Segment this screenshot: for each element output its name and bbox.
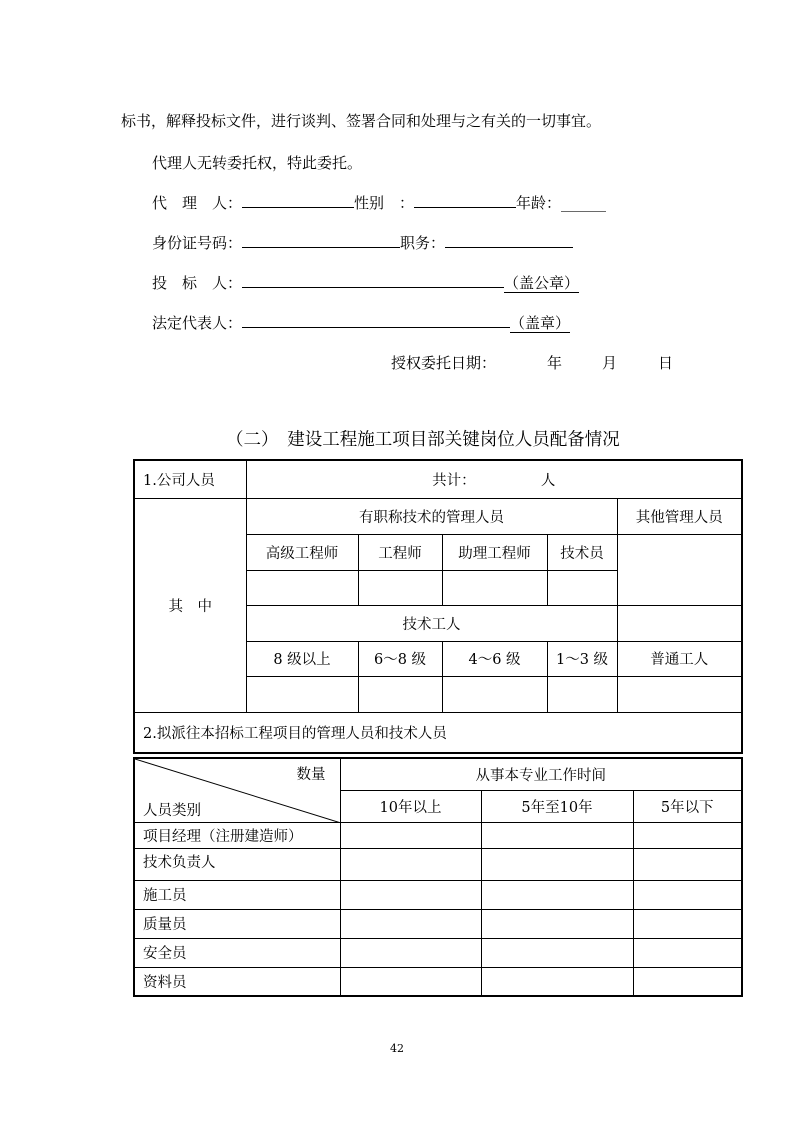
col-under-5: 5年以下 [633, 790, 742, 822]
row-construction-worker: 施工员 [134, 880, 340, 909]
id-row [152, 232, 573, 253]
assistant-engineer-value[interactable] [442, 570, 547, 605]
cell[interactable] [633, 880, 742, 909]
page-number: 42 [390, 1042, 404, 1055]
cell[interactable] [340, 822, 481, 848]
agent-label: 代 理 人： [152, 194, 243, 212]
legal-rep-blank[interactable] [242, 312, 510, 328]
col-5-to-10: 5年至10年 [481, 790, 633, 822]
cell[interactable] [340, 880, 481, 909]
cell[interactable] [481, 848, 633, 880]
other-mgmt-header: 其他管理人员 [617, 498, 742, 534]
id-label: 身份证号码： [152, 234, 243, 252]
ordinary-workers-value[interactable] [617, 676, 742, 712]
row-quality-inspector: 质量员 [134, 909, 340, 938]
title-senior-engineer: 高级工程师 [246, 534, 358, 570]
section-title: （二） 建设工程施工项目部关键岗位人员配备情况 [226, 430, 620, 450]
row-project-manager: 项目经理（注册建造师） [134, 822, 340, 848]
paragraph-2: 代理人无转委托权，特此委托。 [152, 154, 363, 172]
legal-rep-label: 法定代表人： [152, 314, 243, 332]
year-label: 年 [547, 354, 563, 372]
diagonal-header-cell [134, 758, 340, 822]
assigned-staff-header: 2.拟派往本招标工程项目的管理人员和技术人员 [134, 712, 742, 753]
grade-4-6-value[interactable] [442, 676, 547, 712]
bidder-label: 投 标 人： [152, 274, 243, 292]
cell[interactable] [633, 938, 742, 967]
other-mgmt-value[interactable] [617, 534, 742, 605]
bidder-blank[interactable] [242, 272, 504, 288]
agent-blank[interactable] [242, 192, 354, 208]
title-engineer: 工程师 [358, 534, 442, 570]
bidder-seal: （盖公章） [504, 274, 580, 292]
grade-1-3-value[interactable] [547, 676, 617, 712]
cell[interactable] [481, 909, 633, 938]
cell[interactable] [481, 822, 633, 848]
row-tech-lead: 技术负责人 [134, 848, 340, 880]
cell[interactable] [633, 822, 742, 848]
cell[interactable] [340, 848, 481, 880]
total-label: 共计： 人 [246, 460, 742, 498]
company-staff-table [133, 459, 743, 754]
grade-6-8-value[interactable] [358, 676, 442, 712]
category-label: 人员类别 [143, 802, 201, 819]
grade-8-above-value[interactable] [246, 676, 358, 712]
titled-mgmt-header: 有职称技术的管理人员 [246, 498, 617, 534]
position-blank[interactable] [445, 232, 573, 248]
month-label: 月 [602, 354, 618, 372]
cell[interactable] [481, 880, 633, 909]
title-technician: 技术员 [547, 534, 617, 570]
grade-4-6: 4～6 级 [442, 641, 547, 676]
title-assistant-engineer: 助理工程师 [442, 534, 547, 570]
cell[interactable] [481, 967, 633, 996]
col-10-plus: 10年以上 [340, 790, 481, 822]
legal-rep-seal: （盖章） [510, 314, 571, 332]
technician-value[interactable] [547, 570, 617, 605]
grade-6-8: 6～8 级 [358, 641, 442, 676]
tech-workers-empty [617, 605, 742, 641]
company-staff-label: 1.公司人员 [134, 460, 246, 498]
grade-1-3: 1～3 级 [547, 641, 617, 676]
legal-rep-row [152, 312, 570, 333]
id-blank[interactable] [242, 232, 400, 248]
cell[interactable] [633, 909, 742, 938]
agent-row [152, 192, 606, 213]
cell[interactable] [633, 848, 742, 880]
assigned-staff-table [133, 757, 743, 997]
gender-blank[interactable] [414, 192, 516, 208]
age-blank[interactable]: ______ [561, 194, 607, 212]
tech-workers-header: 技术工人 [246, 605, 617, 641]
row-safety-officer: 安全员 [134, 938, 340, 967]
cell[interactable] [633, 967, 742, 996]
senior-engineer-value[interactable] [246, 570, 358, 605]
age-label: 年龄： [516, 194, 562, 212]
ordinary-workers: 普通工人 [617, 641, 742, 676]
qty-label: 数量 [296, 767, 326, 783]
work-time-header: 从事本专业工作时间 [340, 758, 742, 790]
row-document-clerk: 资料员 [134, 967, 340, 996]
day-label: 日 [658, 354, 674, 372]
cell[interactable] [340, 938, 481, 967]
among-label: 其 中 [134, 498, 246, 712]
position-label: 职务： [400, 234, 446, 252]
cell[interactable] [340, 967, 481, 996]
auth-date-label: 授权委托日期： [391, 354, 497, 372]
grade-8-above: 8 级以上 [246, 641, 358, 676]
engineer-value[interactable] [358, 570, 442, 605]
paragraph-1: 标书，解释投标文件，进行谈判、签署合同和处理与之有关的一切事宜。 [121, 112, 602, 130]
cell[interactable] [481, 938, 633, 967]
cell[interactable] [340, 909, 481, 938]
gender-label: 性别 ： [354, 194, 415, 212]
bidder-row [152, 272, 579, 293]
